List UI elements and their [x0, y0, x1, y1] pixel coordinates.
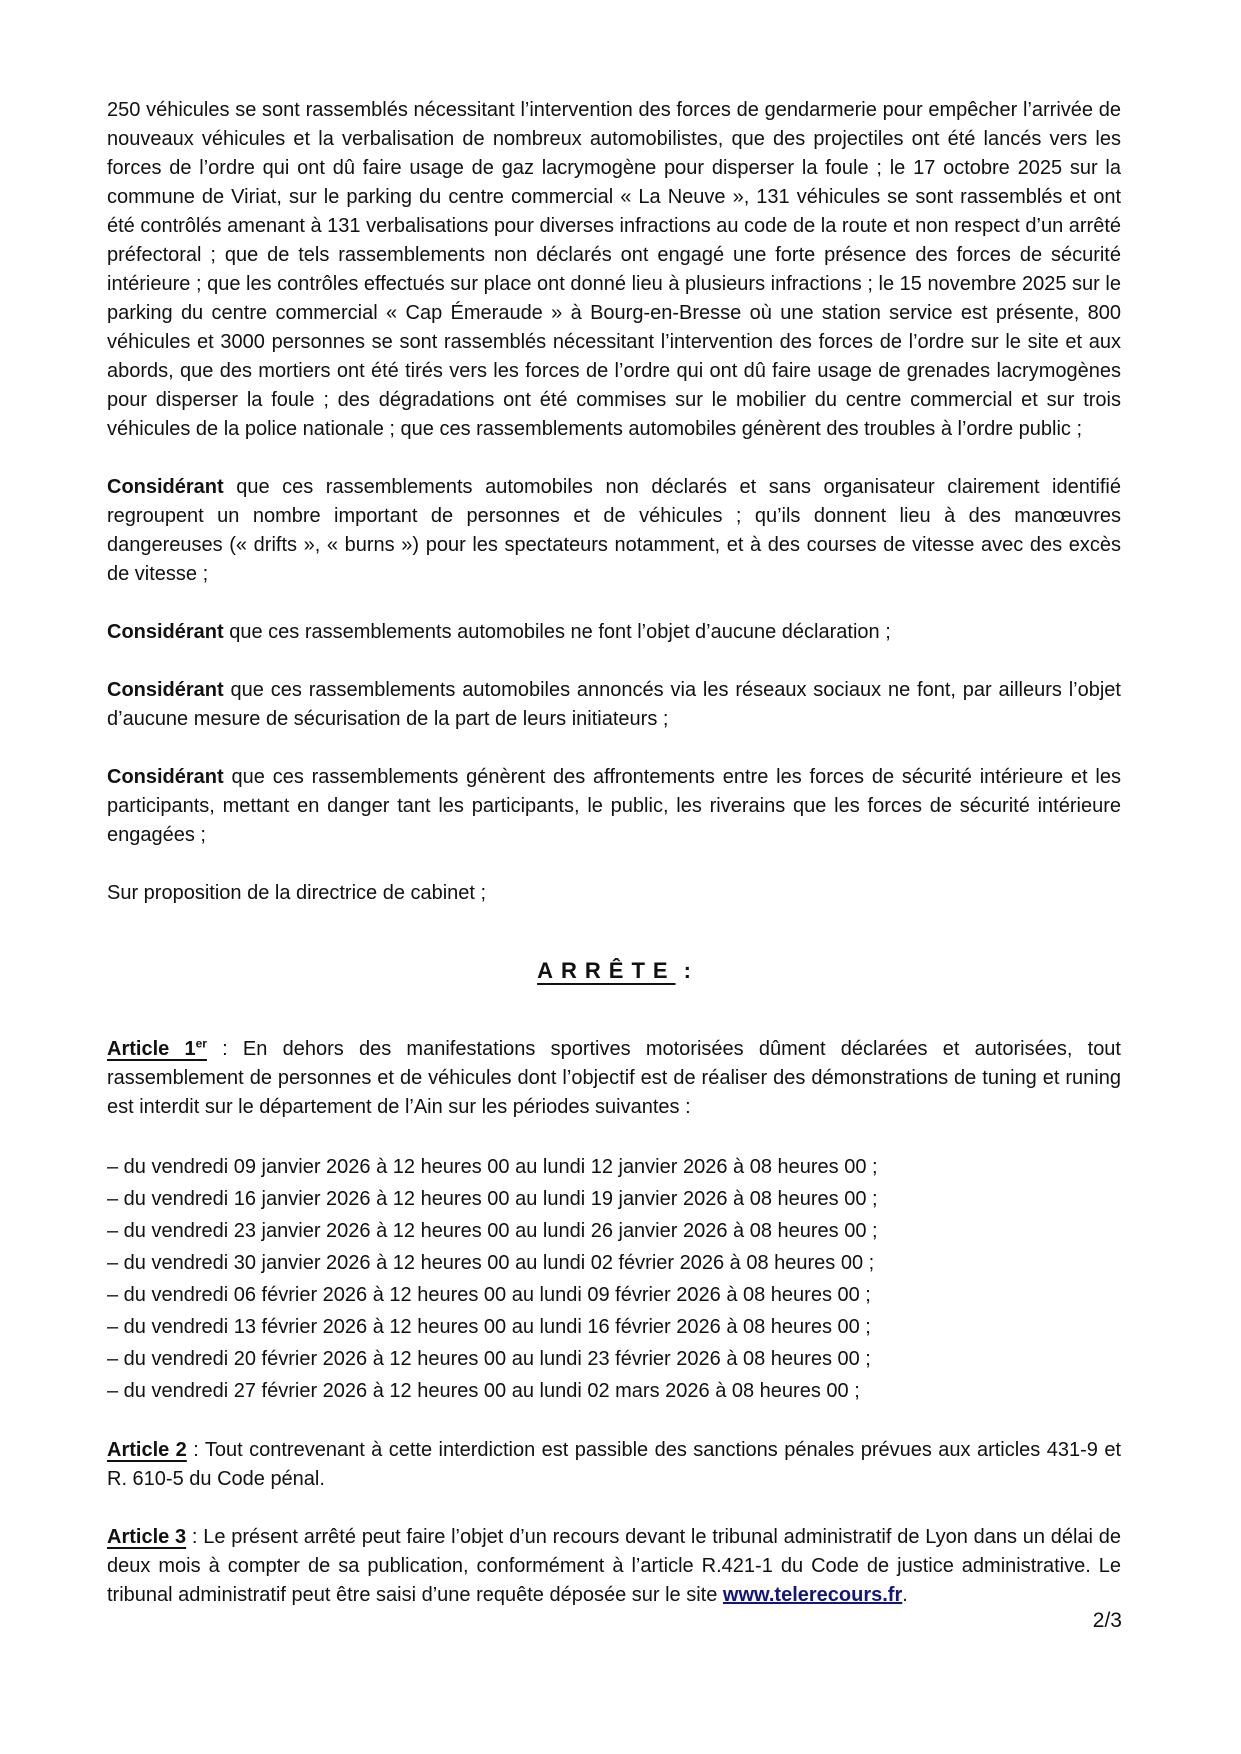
considerant-text: que ces rassemblements automobiles ne font l’objet d’aucune déclaration ; [223, 621, 891, 643]
article-1-label-text: Article 1 [107, 1038, 196, 1060]
article-1-text: En dehors des manifestations sportives motorisées dûment déclarées et autorisées, tout rassemblement de personnes et de véhicules dont l’objectif est de réaliser des démonstrations de tuning et runing est interdit sur le département de l’Ain sur les périodes suivantes : [107, 1038, 1121, 1118]
article-1-label [107, 1038, 207, 1060]
article-1-colon: : [206, 1038, 228, 1060]
prohibition-period-item: – du vendredi 13 février 2026 à 12 heures 00 au lundi 16 février 2026 à 08 heures 00 ; [107, 1316, 871, 1338]
prohibition-period-item: – du vendredi 06 février 2026 à 12 heures 00 au lundi 09 février 2026 à 08 heures 00 ; [107, 1284, 871, 1306]
arrete-heading-colon: : [683, 958, 691, 983]
considerant-lead: Considérant [107, 679, 224, 701]
article-3-colon: : [186, 1526, 198, 1548]
prohibition-period-item: – du vendredi 27 février 2026 à 12 heures 00 au lundi 02 mars 2026 à 08 heures 00 ; [107, 1380, 860, 1402]
prohibition-period-item: – du vendredi 09 janvier 2026 à 12 heures 00 au lundi 12 janvier 2026 à 08 heures 00 ; [107, 1156, 878, 1178]
article-3-paragraph [107, 1523, 1121, 1610]
considerant-text: que ces rassemblements automobiles non déclarés et sans organisateur clairement identifié regroupent un nombre important de personnes et de véhicules ; qu’ils donnent lieu à des manœuvres dangereuses (« drifts », « burns ») pour les spectateurs notamment, et à des courses de vitesse avec des excès de vitesse ; [107, 476, 1121, 585]
considerant-paragraph-1 [107, 473, 1121, 589]
prohibition-period-item: – du vendredi 16 janvier 2026 à 12 heures 00 au lundi 19 janvier 2026 à 08 heures 00 ; [107, 1188, 878, 1210]
article-2-label: Article 2 [107, 1439, 187, 1461]
proposition-paragraph [107, 879, 1121, 908]
article-3-label: Article 3 [107, 1526, 187, 1548]
arrete-heading-word: ARRÊTE [537, 958, 676, 983]
page-number: 2/3 [1092, 1609, 1122, 1632]
article-3-text-after-link: . [902, 1584, 908, 1606]
article-2-colon: : [186, 1439, 199, 1461]
prohibition-period-item: – du vendredi 23 janvier 2026 à 12 heures 00 au lundi 26 janvier 2026 à 08 heures 00 ; [107, 1220, 878, 1242]
decree-body [107, 96, 1121, 1639]
telerecours-link[interactable]: www.telerecours.fr [722, 1584, 903, 1606]
article-1-paragraph [107, 1035, 1121, 1122]
considerant-text: que ces rassemblements automobiles annoncés via les réseaux sociaux ne font, par ailleurs l’objet d’aucune mesure de sécurisation de la part de leurs initiateurs ; [107, 679, 1121, 730]
prohibition-period-item: – du vendredi 20 février 2026 à 12 heures 00 au lundi 23 février 2026 à 08 heures 00 ; [107, 1348, 871, 1370]
prohibition-periods-list [107, 1151, 1121, 1407]
article-2-paragraph [107, 1436, 1121, 1494]
arrete-heading [107, 956, 1121, 985]
considerant-lead: Considérant [107, 621, 224, 643]
recital-continuation-text: 250 véhicules se sont rassemblés nécessitant l’intervention des forces de gendarmerie pour empêcher l’arrivée de nouveaux véhicules et la verbalisation de nombreux automobilistes, que des projectiles ont été lancés vers les forces de l’ordre qui ont dû faire usage de gaz lacrymogène pour disperser la foule ; le 17 octobre 2025 sur la commune de Viriat, sur le parking du centre commercial « La Neuve », 131 véhicules se sont rassemblés et ont été contrôlés amenant à 131 verbalisations pour diverses infractions au code de la route et non respect d’un arrêté préfectoral ; que de tels rassemblements non déclarés ont engagé une forte présence des forces de sécurité intérieure ; que les contrôles effectués sur place ont donné lieu à plusieurs infractions ; le 15 novembre 2025 sur le parking du centre commercial « Cap Émeraude » à Bourg-en-Bresse où une station service est présente, 800 véhicules et 3000 personnes se sont rassemblés nécessitant l’intervention des forces de l’ordre sur le site et aux abords, que des mortiers ont été tirés vers les forces de l’ordre qui ont dû faire usage de grenades lacrymogènes pour disperser la foule ; des dégradations ont été commises sur le mobilier du centre commercial et sur trois véhicules de la police nationale ; que ces rassemblements automobiles génèrent des troubles à l’ordre public ; [107, 99, 1121, 440]
considerant-paragraph-4 [107, 763, 1121, 850]
proposition-text: Sur proposition de la directrice de cabinet ; [107, 882, 487, 904]
considerant-paragraph-3 [107, 676, 1121, 734]
prohibition-period-item: – du vendredi 30 janvier 2026 à 12 heures 00 au lundi 02 février 2026 à 08 heures 00 ; [107, 1252, 875, 1274]
article-2-text: Tout contrevenant à cette interdiction est passible des sanctions pénales prévues aux articles 431-9 et R. 610-5 du Code pénal. [107, 1439, 1121, 1490]
considerant-lead: Considérant [107, 766, 224, 788]
considerant-paragraph-2 [107, 618, 1121, 647]
considerant-lead: Considérant [107, 476, 224, 498]
recital-continuation-paragraph [107, 96, 1121, 444]
article-1-label-superscript: er [195, 1036, 207, 1051]
considerant-text: que ces rassemblements génèrent des affrontements entre les forces de sécurité intérieure et les participants, mettant en danger tant les participants, le public, les riverains que les forces de sécurité intérieure engagées ; [107, 766, 1121, 846]
article-3-text: Le présent arrêté peut faire l’objet d’un recours devant le tribunal administratif de Lyon dans un délai de deux mois à compter de sa publication, conformément à l’article R.421-1 du Code de justice administrative. Le tribunal administratif peut être saisi d’une requête déposée sur le site [107, 1526, 1121, 1606]
